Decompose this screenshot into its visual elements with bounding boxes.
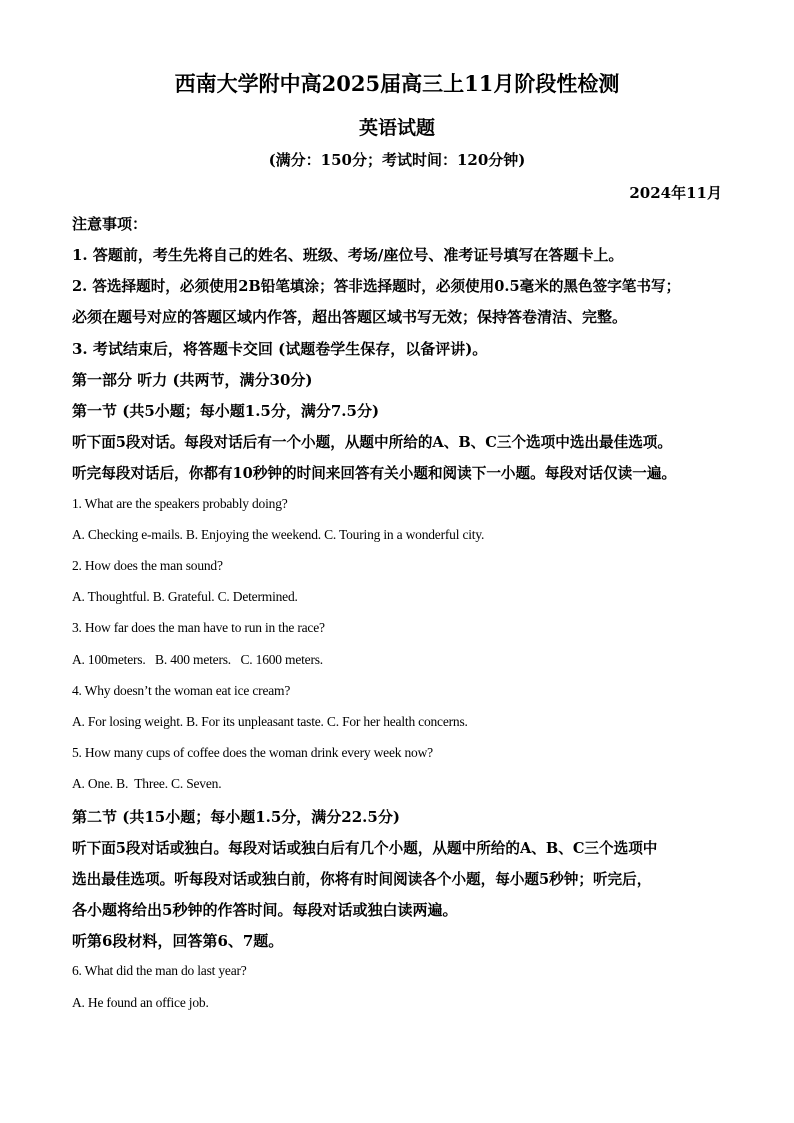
- notes-heading: 注意事项：: [72, 215, 148, 233]
- material-6-instruction: 听第6段材料，回答第6、7题。: [72, 932, 284, 950]
- note-2-line-1: 2. 答选择题时，必须使用2B铅笔填涂；答非选择题时，必须使用0.5毫米的黑色签字笔书写；: [72, 278, 681, 295]
- exam-date: 2024年11月: [629, 184, 722, 202]
- section1-instruction-line-1: 听下面5段对话。每段对话后有一个小题，从题中所给的A、B、C三个选项中选出最佳选项。: [72, 434, 672, 451]
- question-1-options: A. Checking e-mails. B. Enjoying the weekend. C. Touring in a wonderful city.: [72, 527, 485, 542]
- part1-heading: 第一部分 听力 (共两节，满分30分): [72, 371, 313, 389]
- question-5: 5. How many cups of coffee does the woman drink every week now?: [72, 745, 433, 760]
- exam-title: 西南大学附中高2025届高三上11月阶段性检测: [174, 71, 620, 96]
- section2-instruction-line-2: 选出最佳选项。听每段对话或独白前，你将有时间阅读各个小题，每小题5秒钟；听完后，: [72, 871, 652, 888]
- section2-heading: 第二节 (共15小题；每小题1.5分，满分22.5分): [72, 808, 400, 826]
- question-3-options: A. 100meters. B. 400 meters. C. 1600 meters.: [72, 652, 323, 667]
- question-5-options: A. One. B. Three. C. Seven.: [72, 776, 222, 791]
- section2-instruction-line-3: 各小题将给出5秒钟的作答时间。每段对话或独白读两遍。: [72, 901, 458, 919]
- scoring-info: (满分：150分；考试时间：120分钟): [268, 151, 526, 169]
- note-3: 3. 考试结束后，将答题卡交回 (试题卷学生保存，以备评讲)。: [72, 340, 488, 358]
- note-1: 1. 答题前，考生先将自己的姓名、班级、考场/座位号、准考证号填写在答题卡上。: [72, 246, 624, 264]
- note-2-line-2: 必须在题号对应的答题区域内作答，超出答题区域书写无效；保持答卷清洁、完整。: [72, 308, 628, 326]
- question-6: 6. What did the man do last year?: [72, 963, 247, 978]
- question-3: 3. How far does the man have to run in the race?: [72, 620, 325, 635]
- question-6-option-a: A. He found an office job.: [72, 995, 209, 1010]
- section2-instruction-line-1: 听下面5段对话或独白。每段对话或独白后有几个小题，从题中所给的A、B、C三个选项中: [72, 840, 658, 857]
- subject-title: 英语试题: [358, 117, 435, 139]
- section1-instruction-line-2: 听完每段对话后，你都有10秒钟的时间来回答有关小题和阅读下一小题。每段对话仅读一遍。: [72, 465, 677, 482]
- question-2: 2. How does the man sound?: [72, 558, 223, 573]
- question-2-options: A. Thoughtful. B. Grateful. C. Determined.: [72, 589, 298, 604]
- question-1: 1. What are the speakers probably doing?: [72, 496, 288, 511]
- question-4-options: A. For losing weight. B. For its unpleasant taste. C. For her health concerns.: [72, 714, 468, 729]
- question-4: 4. Why doesn’t the woman eat ice cream?: [72, 683, 291, 698]
- section1-heading: 第一节 (共5小题；每小题1.5分，满分7.5分): [72, 402, 380, 420]
